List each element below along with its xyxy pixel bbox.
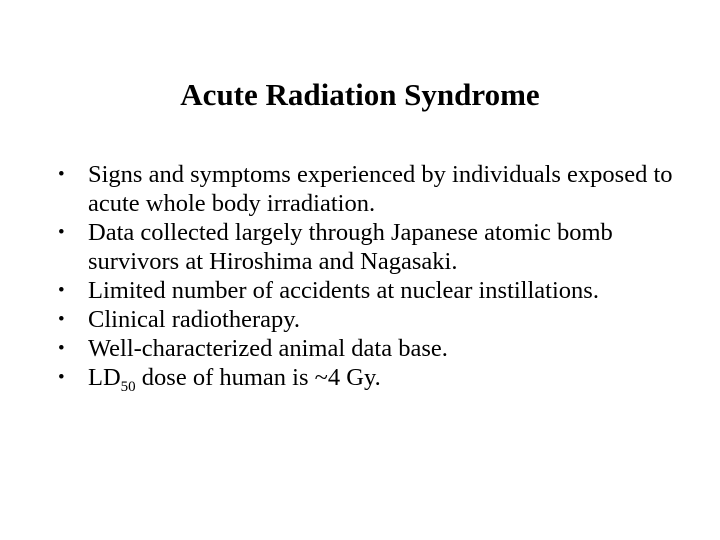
bullet-item (58, 305, 698, 334)
bullet-item (58, 276, 698, 305)
bullet-text: Limited number of accidents at nuclear instillations. (88, 277, 599, 304)
bullet-icon: • (58, 164, 65, 185)
bullet-text: Clinical radiotherapy. (88, 306, 301, 333)
ld-suffix: dose of human is ~4 Gy. (135, 364, 381, 391)
bullet-item (58, 218, 698, 276)
bullet-text: Data collected largely through Japanese atomic bomb survivors at Hiroshima and Nagasaki. (88, 219, 613, 275)
bullet-icon: • (58, 338, 65, 359)
ld-subscript: 50 (120, 379, 136, 395)
ld-prefix: LD (88, 364, 121, 391)
bullet-item (58, 334, 698, 363)
bullet-icon: • (58, 309, 65, 330)
bullet-icon: • (58, 222, 65, 243)
bullet-text: Well-characterized animal data base. (88, 335, 448, 362)
bullet-item (58, 160, 698, 218)
bullet-icon: • (58, 367, 65, 388)
bullet-list (58, 160, 698, 395)
slide-title: Acute Radiation Syndrome (180, 77, 540, 112)
bullet-icon: • (58, 280, 65, 301)
bullet-text: Signs and symptoms experienced by individuals exposed to acute whole body irradiation. (88, 161, 673, 217)
bullet-text-ld (88, 364, 381, 395)
bullet-item (58, 363, 698, 395)
